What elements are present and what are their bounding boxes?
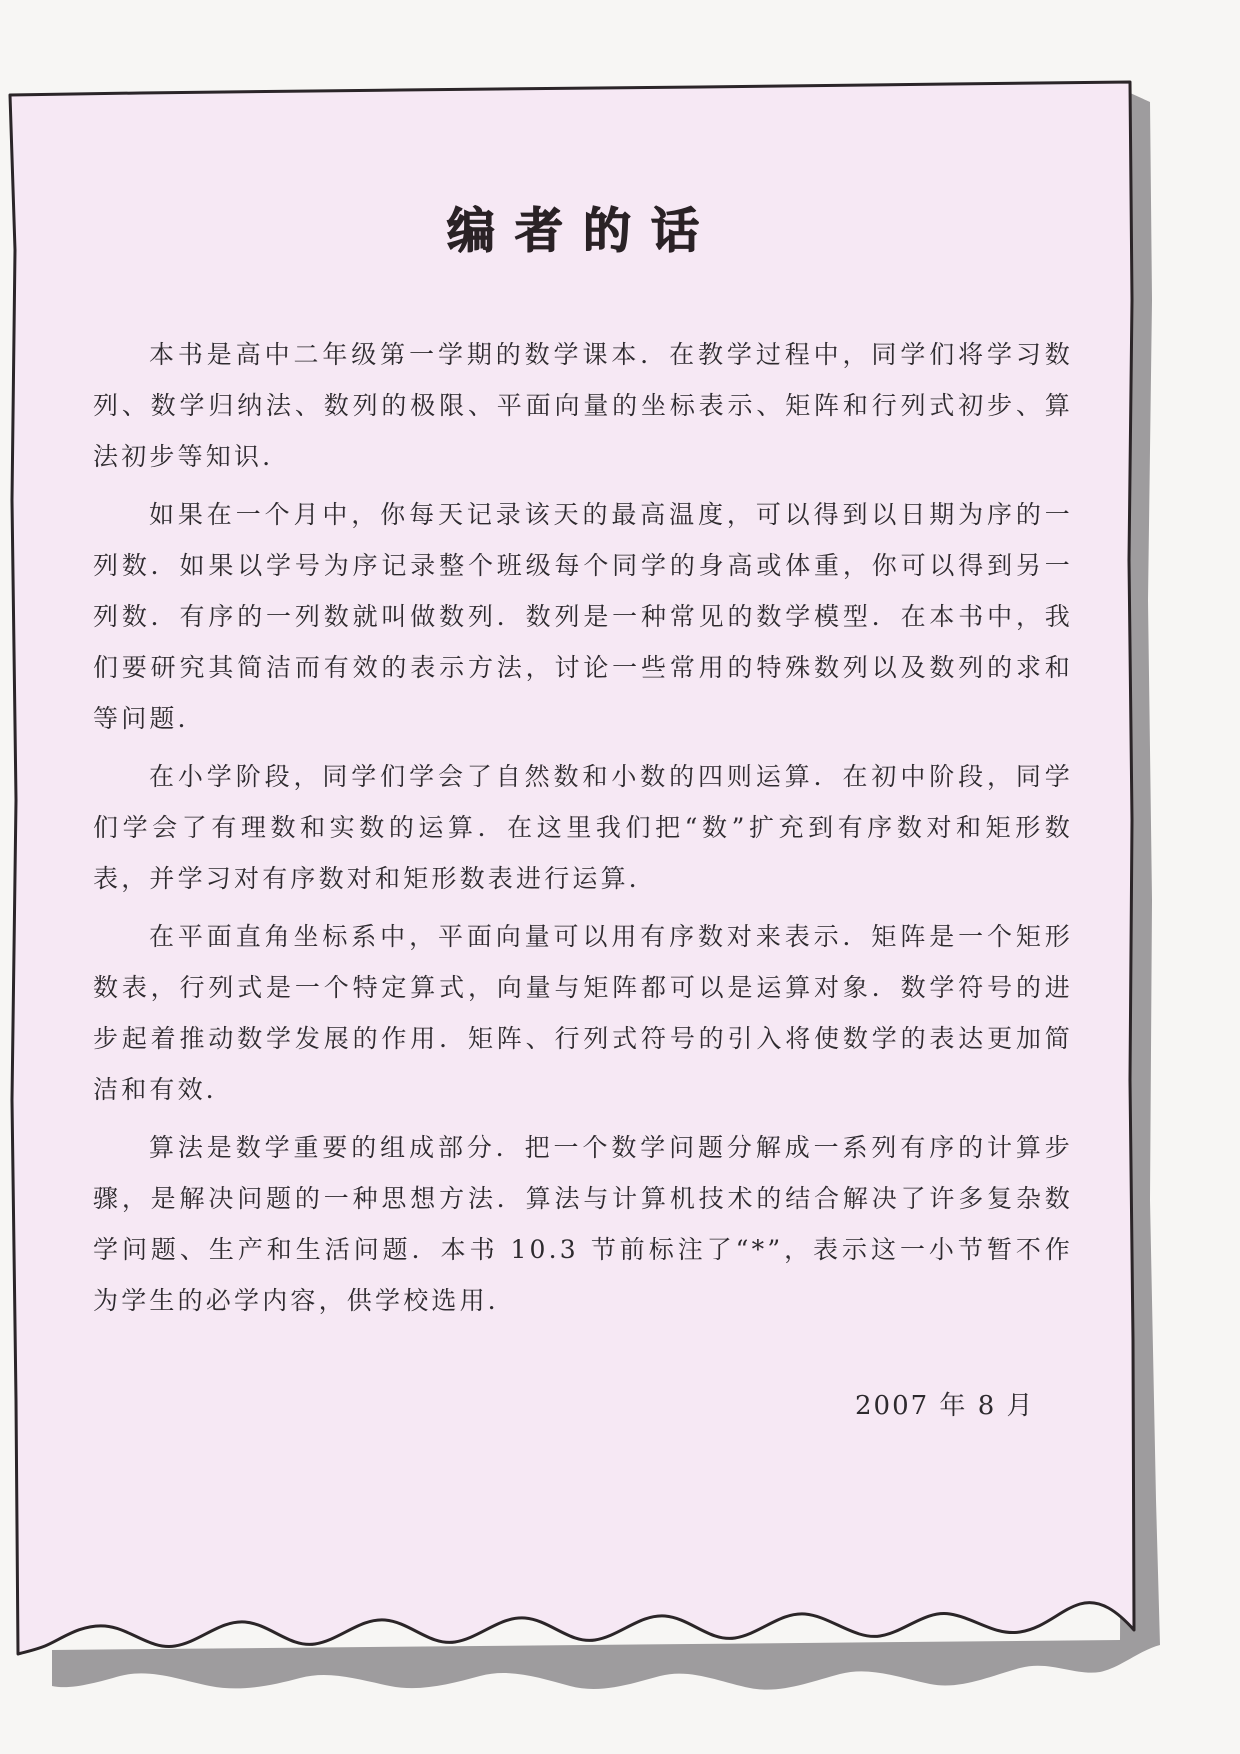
paragraph-2: 如果在一个月中，你每天记录该天的最高温度，可以得到以日期为序的一列数．如果以学号为序记录整个班级每个同学的身高或体重，你可以得到另一列数．有序的一列数就叫做数列．数列是一种常见的数学模型．在本书中，我们要研究其简洁而有效的表示方法，讨论一些常用的特殊数列以及数列的求和等问题． (93, 500, 1073, 733)
paragraph-5: 算法是数学重要的组成部分．把一个数学问题分解成一系列有序的计算步骤，是解决问题的一种思想方法．算法与计算机技术的结合解决了许多复杂数学问题、生产和生活问题．本书 10.3 节前标注了“*”，表示这一小节暂不作为学生的必学内容，供学校选用． (93, 1133, 1073, 1315)
page-title: 编者的话 (446, 203, 719, 259)
date-signature: 2007 年 8 月 (855, 1391, 1035, 1421)
document-body (93, 180, 1073, 1333)
paragraph-4: 在平面直角坐标系中，平面向量可以用有序数对来表示．矩阵是一个矩形数表，行列式是一个特定算式，向量与矩阵都可以是运算对象．数学符号的进步起着推动数学发展的作用．矩阵、行列式符号的引入将使数学的表达更加简洁和有效． (93, 922, 1073, 1104)
paragraph-1: 本书是高中二年级第一学期的数学课本．在教学过程中，同学们将学习数列、数学归纳法、数列的极限、平面向量的坐标表示、矩阵和行列式初步、算法初步等知识． (93, 340, 1073, 471)
paragraph-3: 在小学阶段，同学们学会了自然数和小数的四则运算．在初中阶段，同学们学会了有理数和实数的运算．在这里我们把“数”扩充到有序数对和矩形数表，并学习对有序数对和矩形数表进行运算． (93, 762, 1073, 893)
